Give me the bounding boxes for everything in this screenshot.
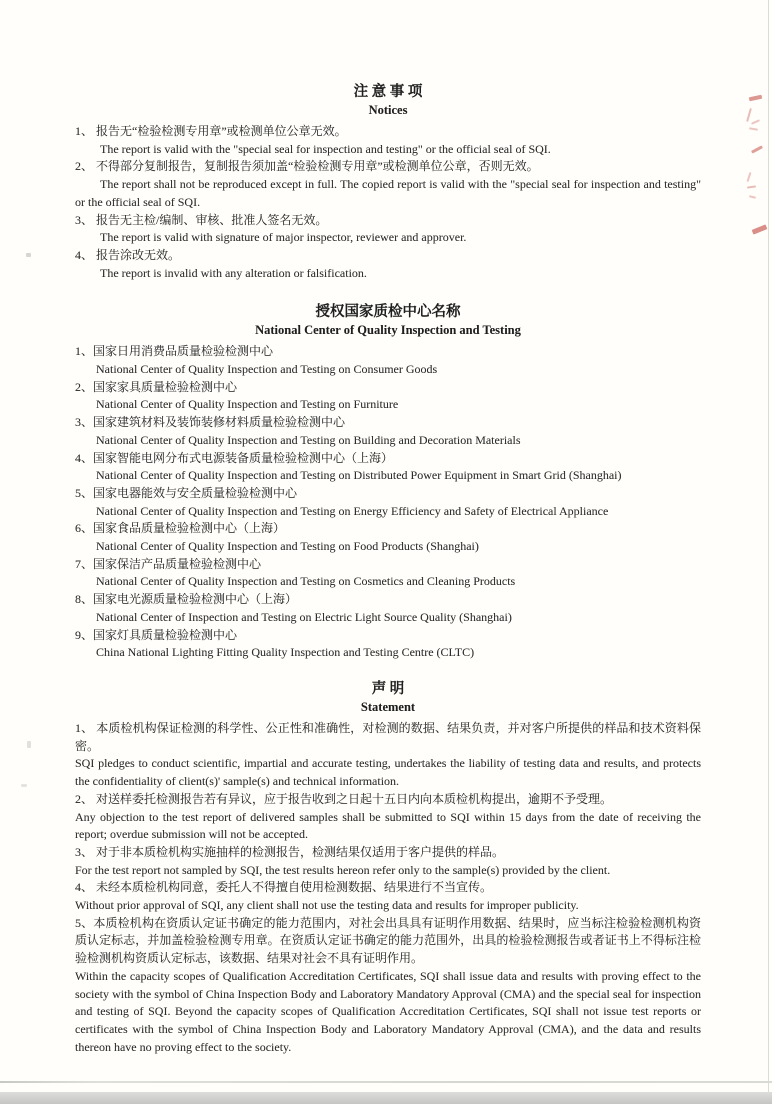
scan-speck [21, 784, 27, 787]
red-ink-mark [751, 145, 763, 153]
center-item-en: National Center of Quality Inspection and Testing on Energy Efficiency and Safety of Electrical Appliance [96, 503, 609, 518]
center-item-en: National Center of Quality Inspection and Testing on Consumer Goods [96, 362, 438, 377]
statement-item-en: For the test report not sampled by SQI, the test results hereon refer only to the sample(s) provided by the client. [75, 862, 611, 877]
red-ink-mark [749, 195, 756, 199]
statement-item-en: Any objection to the test report of delivered samples shall be submitted to SQI within 15 days from the date of receiving the report; overdue submission will not be accepted. [75, 809, 701, 842]
red-ink-mark [749, 95, 763, 102]
center-item-en: National Center of Quality Inspection and Testing on Building and Decoration Materials [96, 432, 521, 447]
center-item-zh: 1、国家日用消费品质量检验检测中心 [75, 344, 274, 359]
centers-title-zh: 授权国家质检中心名称 [315, 304, 461, 321]
statement-item-zh: 3、 对于非本质检机构实施抽样的检测报告，检测结果仅适用于客户提供的样品。 [75, 844, 505, 859]
notice-item-zh: 3、 报告无主检/编制、审核、批准人签名无效。 [75, 212, 328, 227]
statement-item-zh: 5、本质检机构在资质认定证书确定的能力范围内，对社会出具具有证明作用数据、结果时，应当标注检验检测机构资质认定标志，并加盖检验检测专用章。在资质认定证书确定的能力范围外，出具的检验检测报告或者证书上不得标注检验检测机构资质认定标志，该数据、结果对社会不具有证明作用。 [75, 915, 701, 966]
centers-title-en: National Center of Quality Inspection and Testing [255, 323, 521, 338]
red-ink-mark [751, 119, 760, 124]
statement-item-en: SQI pledges to conduct scientific, impartial and accurate testing, undertakes the liability of testing data and results, and protects the confidentiality of client(s)' sample(s) and technical information. [75, 756, 701, 789]
center-item-en: National Center of Inspection and Testing on Electric Light Source Quality (Shanghai) [96, 609, 512, 624]
center-item-zh: 7、国家保洁产品质量检验检测中心 [75, 556, 262, 571]
statement-item-zh: 4、 未经本质检机构同意，委托人不得擅自使用检测数据、结果进行不当宣传。 [75, 880, 493, 895]
notice-item-en: The report is valid with signature of major inspector, reviewer and approver. [100, 230, 467, 245]
statement-title-en: Statement [360, 699, 416, 714]
scan-bottom-shadow [0, 1092, 772, 1104]
center-item-en: National Center of Quality Inspection and Testing on Cosmetics and Cleaning Products [96, 574, 516, 589]
red-ink-mark [747, 185, 756, 188]
center-item-en: China National Lighting Fitting Quality Inspection and Testing Centre (CLTC) [96, 645, 475, 660]
statement-title-zh: 声 明 [371, 680, 405, 697]
center-item-zh: 8、国家电光源质量检验检测中心（上海） [75, 592, 298, 607]
red-ink-mark [752, 224, 768, 234]
document-content [75, 80, 701, 1056]
center-item-en: National Center of Quality Inspection and Testing on Food Products (Shanghai) [96, 539, 479, 554]
scan-speck [27, 741, 31, 748]
center-item-zh: 2、国家家具质量检验检测中心 [75, 379, 238, 394]
center-item-zh: 5、国家电器能效与安全质量检验检测中心 [75, 485, 298, 500]
red-ink-mark [746, 108, 752, 122]
statement-item-en: Within the capacity scopes of Qualification Accreditation Certificates, SQI shall issue data and results with proving effect to the society with the symbol of China Inspection Body and Laboratory Mandatory Approval (CMA) and the special seal for inspection and testing of SQI. Beyond the capacity scopes of Qualification Accreditation Certificates, SQI shall not issue test reports or certificates with the symbol of China Inspection Body and Laboratory Mandatory Approval (CMA), and the data and results thereon have no proving effect to the society. [75, 968, 701, 1054]
page-right-edge-line [768, 0, 769, 1092]
center-item-zh: 9、国家灯具质量检验检测中心 [75, 627, 238, 642]
red-ink-mark [749, 127, 758, 131]
notice-item-zh: 1、 报告无“检验检测专用章”或检测单位公章无效。 [75, 124, 347, 138]
notice-item-zh: 2、 不得部分复制报告，复制报告须加盖“检验检测专用章”或检测单位公章，否则无效。 [75, 159, 539, 174]
centers-section [75, 300, 701, 662]
statement-item-zh: 2、 对送样委托检测报告若有异议，应于报告收到之日起十五日内向本质检机构提出，逾期不予受理。 [75, 791, 613, 806]
scan-speck [26, 253, 31, 257]
notices-title-en: Notices [368, 103, 408, 117]
red-ink-mark [747, 172, 752, 182]
notices-title-zh: 注 意 事 项 [353, 84, 423, 100]
center-item-en: National Center of Quality Inspection and Testing on Distributed Power Equipment in Smart Grid (Shanghai) [96, 468, 622, 483]
notice-item-en: The report is valid with the "special seal for inspection and testing" or the official seal of SQI. [100, 141, 551, 156]
notice-item-en: The report shall not be reproduced except in full. The copied report is valid with the "special seal for inspection and testing" or the official seal of SQI. [75, 177, 701, 209]
notice-item-en: The report is invalid with any alteration or falsification. [100, 265, 367, 280]
page-bottom-fold-line [0, 1081, 772, 1083]
notices-section [75, 80, 701, 282]
center-item-zh: 6、国家食品质量检验检测中心（上海） [75, 521, 286, 536]
center-item-zh: 3、国家建筑材料及装饰装修材料质量检验检测中心 [75, 415, 346, 430]
statement-section [75, 677, 701, 1056]
center-item-zh: 4、国家智能电网分布式电源装备质量检验检测中心（上海） [75, 450, 394, 465]
statement-item-zh: 1、 本质检机构保证检测的科学性、公正性和准确性，对检测的数据、结果负责，并对客户所提供的样品和技术资料保密。 [75, 720, 701, 753]
center-item-en: National Center of Quality Inspection and Testing on Furniture [96, 397, 399, 412]
notice-item-zh: 4、 报告涂改无效。 [75, 247, 181, 262]
statement-item-en: Without prior approval of SQI, any client shall not use the testing data and results for improper publicity. [75, 898, 579, 913]
